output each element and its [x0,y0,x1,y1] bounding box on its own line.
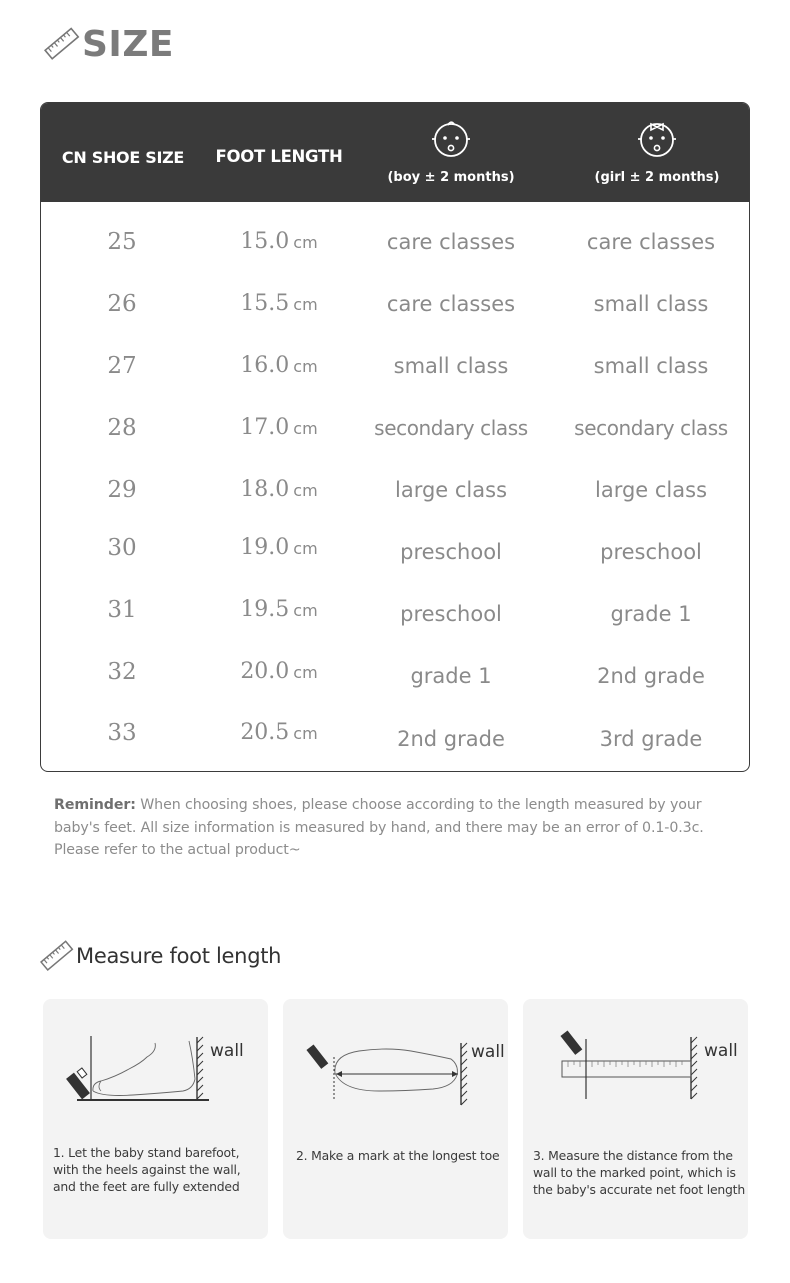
cell-shoe-size: 25 [107,229,137,255]
table-row [41,590,749,630]
cell-boy-class: preschool [400,602,502,626]
cell-foot-length: 20.5 cm [240,720,318,745]
cell-girl-class: large class [594,478,708,502]
cell-foot-length: 19.0 cm [240,535,318,560]
table-header [41,103,749,202]
cell-girl-class: 2nd grade [597,664,705,688]
cell-shoe-size: 31 [107,597,137,623]
measure-distance-illustration [523,999,748,1239]
girl-age-caption: (girl ± 2 months) [594,170,720,185]
cell-foot-length: 16.0 cm [240,353,318,378]
table-row [41,652,749,692]
cell-foot-length: 20.0 cm [240,659,318,684]
reminder-text: When choosing shoes, please choose according to the length measured by your baby's feet. All size information is measured by hand, and there may be an error of 0.1-0.3c. Please refer to the actual product~ [54,797,704,858]
cell-foot-length: 19.5 cm [240,597,318,622]
table-row [41,408,749,448]
column-header-boy [371,119,531,185]
column-header-girl [571,119,743,185]
cell-shoe-size: 26 [107,291,137,317]
cell-boy-class: preschool [400,540,502,564]
ruler-icon [44,26,80,62]
cell-girl-class: small class [593,354,709,378]
cell-boy-class: small class [393,354,509,378]
cell-foot-length: 18.0 cm [240,477,318,502]
cell-girl-class: care classes [586,230,716,254]
wall-label: wall [471,1042,505,1062]
page-title: SIZE [82,23,175,65]
measure-section-title [40,936,281,976]
table-row [41,222,749,262]
step-text: 3. Measure the distance from the wall to the marked point, which is the baby's accurate net foot length [533,1148,745,1197]
boy-age-caption: (boy ± 2 months) [387,170,515,185]
reminder-note [54,794,744,862]
step-card-1 [43,999,268,1239]
step-card-2 [283,999,508,1239]
cell-girl-class: preschool [600,540,702,564]
cell-foot-length: 15.5 cm [240,291,318,316]
column-header-foot-length: FOOT LENGTH [215,147,343,166]
baby-boy-icon [431,119,471,159]
table-row [41,284,749,324]
measure-title: Measure foot length [76,944,282,968]
cell-boy-class: large class [394,478,508,502]
cell-foot-length: 17.0 cm [240,415,318,440]
step-text: 1. Let the baby stand barefoot, with the heels against the wall, and the feet are fully extended [53,1145,241,1194]
wall-label: wall [210,1041,244,1061]
cell-boy-class: care classes [386,292,516,316]
reminder-label: Reminder: [54,797,136,813]
baby-girl-icon [637,119,677,159]
cell-shoe-size: 27 [107,353,137,379]
cell-girl-class: secondary class [574,416,728,440]
mark-longest-toe-illustration [283,999,508,1239]
cell-shoe-size: 29 [107,477,137,503]
ruler-icon [40,939,74,973]
table-row [41,346,749,386]
cell-girl-class: small class [593,292,709,316]
cell-boy-class: 2nd grade [397,727,505,751]
step-card-3 [523,999,748,1239]
cell-shoe-size: 30 [107,535,137,561]
step-text: 2. Make a mark at the longest toe [296,1148,500,1163]
cell-shoe-size: 28 [107,415,137,441]
cell-foot-length: 15.0 cm [240,229,318,254]
cell-boy-class: care classes [386,230,516,254]
cell-boy-class: grade 1 [410,664,492,688]
size-table [40,102,750,772]
cell-girl-class: grade 1 [610,602,692,626]
foot-against-wall-illustration [43,999,268,1239]
cell-boy-class: secondary class [374,416,528,440]
table-row [41,713,749,753]
cell-girl-class: 3rd grade [599,727,703,751]
table-row [41,470,749,510]
column-header-shoe-size: CN SHOE SIZE [61,148,185,167]
wall-label: wall [704,1041,738,1061]
size-section-title [44,22,174,66]
cell-shoe-size: 32 [107,659,137,685]
table-row [41,528,749,568]
cell-shoe-size: 33 [107,720,137,746]
